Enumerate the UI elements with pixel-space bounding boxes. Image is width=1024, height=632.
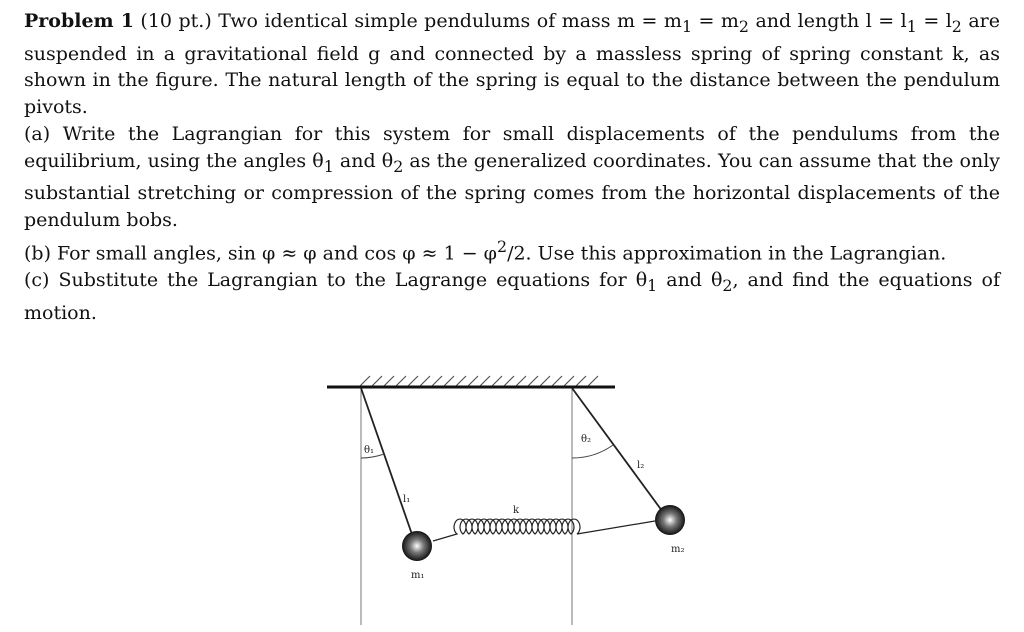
problem-title: Problem 1 <box>24 10 134 32</box>
intro-text-3: and length l = l <box>748 10 907 32</box>
label-l1: l₁ <box>403 494 411 505</box>
problem-intro <box>24 8 1000 121</box>
theta2-arc <box>572 445 613 458</box>
pendulum-diagram <box>315 360 735 632</box>
bob-m2 <box>655 505 685 535</box>
part-a-sub-1: 1 <box>323 156 334 176</box>
problem-statement <box>24 8 1000 326</box>
label-theta2: θ₂ <box>581 434 592 445</box>
label-m2: m₂ <box>671 544 685 555</box>
part-a-sub-2: 2 <box>393 156 404 176</box>
problem-points: (10 pt.) <box>140 10 212 32</box>
part-c-text-3: , and find the equations of motion. <box>24 269 1000 324</box>
part-a <box>24 121 1000 234</box>
intro-text-5: are suspended in a gravitational field g and connected by a massless spring of spring constant k, as shown in the figure. The natural length of the spring is equal to the distance between the pendulum pivots. <box>24 10 1001 119</box>
intro-sub-3: 1 <box>906 16 917 36</box>
part-b <box>24 234 1000 267</box>
bob-m1 <box>402 531 432 561</box>
pendulum-figure <box>315 360 735 632</box>
part-a-text-2: and θ <box>333 149 394 172</box>
intro-sub-4: 2 <box>951 16 962 36</box>
label-m1: m₁ <box>411 570 425 581</box>
label-l2: l₂ <box>637 460 645 471</box>
part-b-text-2: /2. Use this approximation in the Lagrangian. <box>507 242 947 265</box>
part-c-sub-2: 2 <box>722 275 733 295</box>
string-left <box>361 388 415 543</box>
intro-text-2: = m <box>692 10 739 32</box>
intro-text-1: Two identical simple pendulums of mass m = m <box>218 10 682 32</box>
part-b-text-1: (b) For small angles, sin φ ≈ φ and cos φ ≈ 1 − φ <box>24 242 497 265</box>
intro-sub-1: 1 <box>681 16 693 36</box>
part-a-text-1: (a) Write the Lagrangian for this system for small displacements of the pendulums from the equilibrium, using the angles θ <box>24 122 1000 172</box>
ceiling-hatching <box>360 376 598 386</box>
intro-sub-2: 2 <box>738 16 749 36</box>
spring <box>433 519 655 541</box>
part-c <box>24 267 1000 326</box>
part-a-text-3: as the generalized coordinates. You can assume that the only substantial stretching or compression of the spring comes from the horizontal displacements of the pendulum bobs. <box>24 149 1001 232</box>
part-c-sub-1: 1 <box>647 275 658 295</box>
string-right <box>572 388 668 519</box>
part-c-text-2: and θ <box>657 269 723 292</box>
label-k: k <box>513 505 520 516</box>
label-theta1: θ₁ <box>364 445 375 456</box>
intro-text-4: = l <box>916 10 952 32</box>
part-b-sup: 2 <box>496 236 508 256</box>
part-c-text-1: (c) Substitute the Lagrangian to the Lagrange equations for θ <box>24 269 648 292</box>
